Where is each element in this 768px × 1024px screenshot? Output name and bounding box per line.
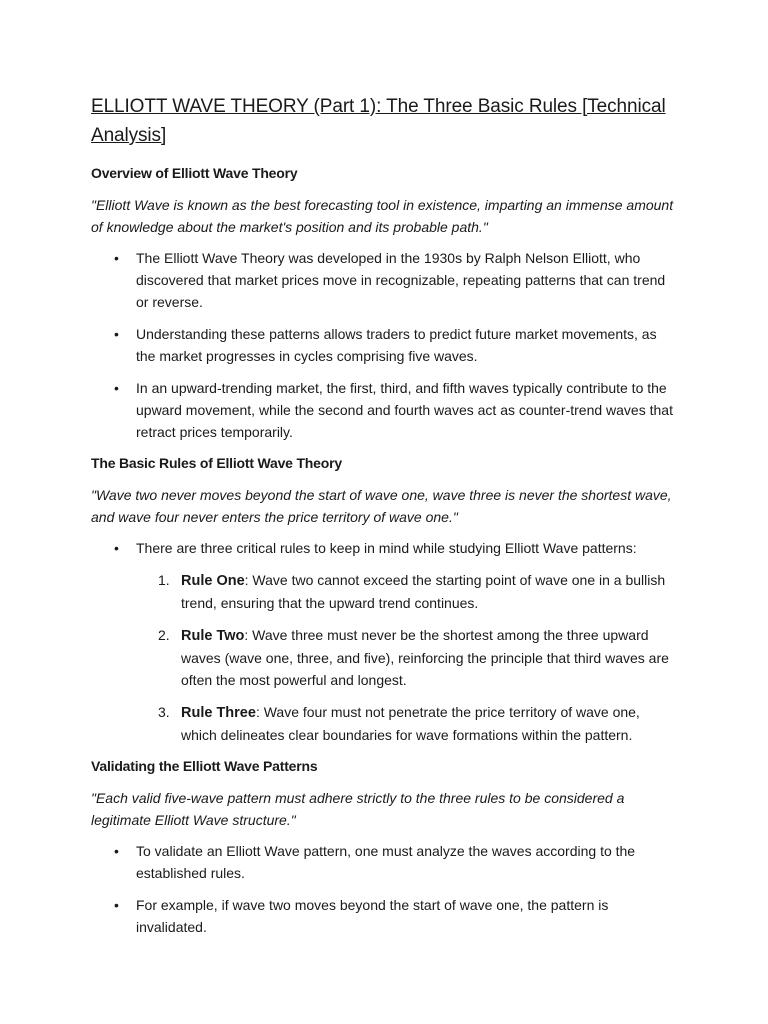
list-item (91, 377, 676, 443)
document-title: ELLIOTT WAVE THEORY (Part 1): The Three Basic Rules [Technical Analysis] (91, 96, 666, 146)
list-item (91, 537, 676, 746)
section-quote-basic-rules: "Wave two never moves beyond the start of wave one, wave three is never the shortest wave, and wave four never enters the price territory of wave one." (91, 487, 672, 525)
section-heading-basic-rules: The Basic Rules of Elliott Wave Theory (91, 455, 342, 471)
rules-list (136, 569, 676, 746)
rule-number: 3. (158, 704, 170, 720)
rule-number: 2. (158, 627, 170, 643)
section-quote-overview: "Elliott Wave is known as the best forecasting tool in existence, imparting an immense amount of knowledge about the market's position and its probable path." (91, 197, 674, 235)
list-item (91, 840, 676, 884)
list-item-text: In an upward-trending market, the first, third, and fifth waves typically contribute to the upward movement, while the second and fourth waves act as counter-trend waves that retract prices temporarily. (136, 380, 673, 440)
rule-item-two (136, 624, 676, 691)
rule-name: Rule One (181, 573, 245, 589)
list-item (91, 323, 676, 367)
list-item (91, 247, 676, 313)
bullet-icon: • (114, 250, 119, 266)
rule-text: : Wave two cannot exceed the starting point of wave one in a bullish trend, ensuring that the upward trend continues. (181, 572, 666, 611)
bullet-list-overview (91, 247, 676, 443)
rule-item-three (136, 701, 676, 746)
section-heading-validating: Validating the Elliott Wave Patterns (91, 758, 318, 774)
bullet-icon: • (114, 843, 119, 859)
rule-text: : Wave three must never be the shortest among the three upward waves (wave one, three, and five), reinforcing the principle that third waves are often the most powerful and longest. (181, 627, 669, 688)
bullet-icon: • (114, 897, 119, 913)
bullet-list-basic-rules (91, 537, 676, 746)
list-item-text: There are three critical rules to keep in mind while studying Elliott Wave patterns: (136, 540, 637, 556)
bullet-icon: • (114, 326, 119, 342)
rule-name: Rule Two (181, 628, 245, 644)
list-item-text: Understanding these patterns allows traders to predict future market movements, as the market progresses in cycles comprising five waves. (136, 326, 657, 364)
section-heading-overview: Overview of Elliott Wave Theory (91, 165, 298, 181)
list-item-text: To validate an Elliott Wave pattern, one must analyze the waves according to the established rules. (136, 843, 636, 881)
list-item (91, 894, 676, 938)
section-quote-validating: "Each valid five-wave pattern must adhere strictly to the three rules to be considered a legitimate Elliott Wave structure." (91, 790, 625, 828)
rule-number: 1. (158, 572, 170, 588)
list-item-text: The Elliott Wave Theory was developed in the 1930s by Ralph Nelson Elliott, who discovered that market prices move in recognizable, repeating patterns that can trend or reverse. (136, 250, 666, 310)
bullet-icon: • (114, 380, 119, 396)
rule-item-one (136, 569, 676, 614)
bullet-icon: • (114, 540, 119, 556)
rule-name: Rule Three (181, 705, 256, 721)
list-item-text: For example, if wave two moves beyond the start of wave one, the pattern is invalidated. (136, 897, 609, 935)
rule-text: : Wave four must not penetrate the price territory of wave one, which delineates clear boundaries for wave formations within the pattern. (181, 704, 640, 743)
bullet-list-validating (91, 840, 676, 938)
